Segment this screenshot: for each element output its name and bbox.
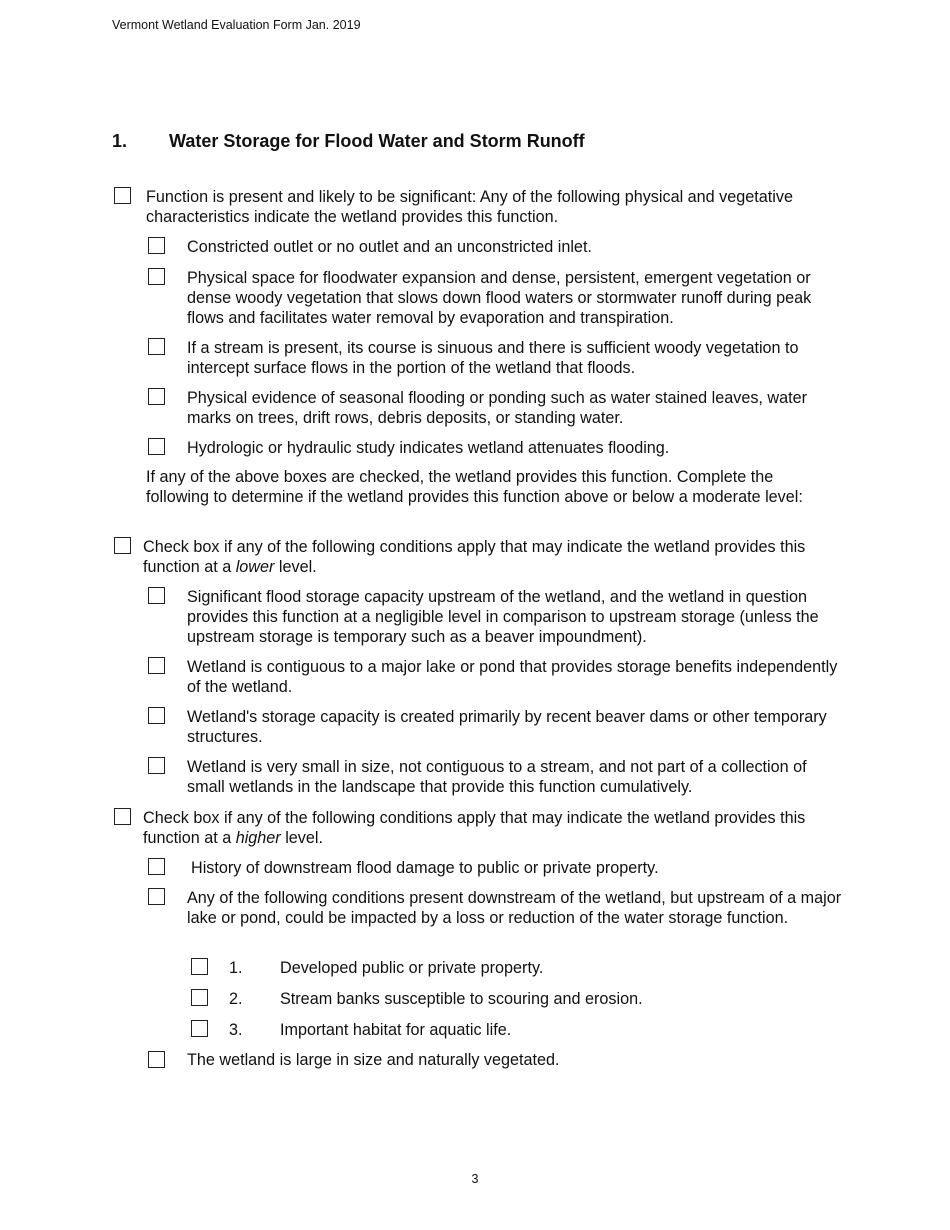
- lower-emphasis: lower: [235, 558, 275, 576]
- lower-item-3: Wetland's storage capacity is created primarily by recent beaver dams or other temporary structures.: [187, 708, 827, 746]
- higher-sub-2-number: 2.: [229, 990, 243, 1008]
- higher-item-2-checkbox[interactable]: [148, 888, 165, 905]
- higher-sub-3: Important habitat for aquatic life.: [280, 1021, 512, 1039]
- page-header: Vermont Wetland Evaluation Form Jan. 2019: [112, 18, 361, 32]
- higher-item-1: History of downstream flood damage to public or private property.: [191, 859, 659, 877]
- present-item-3: If a stream is present, its course is sinuous and there is sufficient woody vegetation to intercept surface flows in the portion of the wetland that floods.: [187, 339, 799, 377]
- lower-item-1: Significant flood storage capacity upstream of the wetland, and the wetland in question provides this function at a negligible level in comparison to upstream storage (unless the upstream storage is temporary such as a beaver impoundment).: [187, 588, 819, 646]
- higher-checkbox[interactable]: [114, 808, 131, 825]
- higher-sub-3-number: 3.: [229, 1021, 243, 1039]
- lower-item-2: Wetland is contiguous to a major lake or pond that provides storage benefits independently of the wetland.: [187, 658, 838, 696]
- lower-item-4: Wetland is very small in size, not contiguous to a stream, and not part of a collection of small wetlands in the landscape that provide this function cumulatively.: [187, 758, 807, 796]
- lower-item-2-checkbox[interactable]: [148, 657, 165, 674]
- present-label: Function is present and likely to be significant: Any of the following physical and vegetative characteristics indicate the wetland provides this function.: [146, 188, 793, 226]
- lower-checkbox[interactable]: [114, 537, 131, 554]
- lower-item-4-checkbox[interactable]: [148, 757, 165, 774]
- present-item-4-checkbox[interactable]: [148, 388, 165, 405]
- present-item-5: Hydrologic or hydraulic study indicates wetland attenuates flooding.: [187, 439, 670, 457]
- higher-item-2: Any of the following conditions present downstream of the wetland, but upstream of a major lake or pond, could be impacted by a loss or reduction of the water storage function.: [187, 889, 842, 927]
- higher-sub-3-checkbox[interactable]: [191, 1020, 208, 1037]
- present-item-1: Constricted outlet or no outlet and an unconstricted inlet.: [187, 238, 592, 256]
- present-item-5-checkbox[interactable]: [148, 438, 165, 455]
- present-note: If any of the above boxes are checked, the wetland provides this function. Complete the following to determine if the wetland provides this function above or below a moderate level:: [146, 468, 803, 506]
- higher-sub-2-checkbox[interactable]: [191, 989, 208, 1006]
- higher-item-1-checkbox[interactable]: [148, 858, 165, 875]
- page-number: 3: [471, 1172, 479, 1186]
- higher-emphasis: higher: [235, 829, 281, 847]
- present-item-1-checkbox[interactable]: [148, 237, 165, 254]
- section-number: 1.: [112, 131, 128, 151]
- present-item-2-checkbox[interactable]: [148, 268, 165, 285]
- higher-item-3: The wetland is large in size and naturally vegetated.: [187, 1051, 560, 1069]
- present-item-2: Physical space for floodwater expansion and dense, persistent, emergent vegetation or dense woody vegetation that slows down flood waters or stormwater runoff during peak flows and facilitates water removal by evaporation and transpiration.: [187, 269, 812, 327]
- lower-item-3-checkbox[interactable]: [148, 707, 165, 724]
- higher-sub-1-number: 1.: [229, 959, 243, 977]
- present-item-3-checkbox[interactable]: [148, 338, 165, 355]
- higher-sub-2: Stream banks susceptible to scouring and erosion.: [280, 990, 643, 1008]
- section-title: Water Storage for Flood Water and Storm Runoff: [169, 131, 585, 151]
- lower-item-1-checkbox[interactable]: [148, 587, 165, 604]
- present-item-4: Physical evidence of seasonal flooding or ponding such as water stained leaves, water marks on trees, drift rows, debris deposits, or standing water.: [187, 389, 807, 427]
- present-checkbox[interactable]: [114, 187, 131, 204]
- higher-sub-1: Developed public or private property.: [280, 959, 544, 977]
- higher-sub-1-checkbox[interactable]: [191, 958, 208, 975]
- higher-label: Check box if any of the following conditions apply that may indicate the wetland provides this function at a higher level.: [143, 809, 806, 847]
- higher-item-3-checkbox[interactable]: [148, 1051, 165, 1068]
- lower-label: Check box if any of the following conditions apply that may indicate the wetland provides this function at a lower level.: [143, 538, 806, 576]
